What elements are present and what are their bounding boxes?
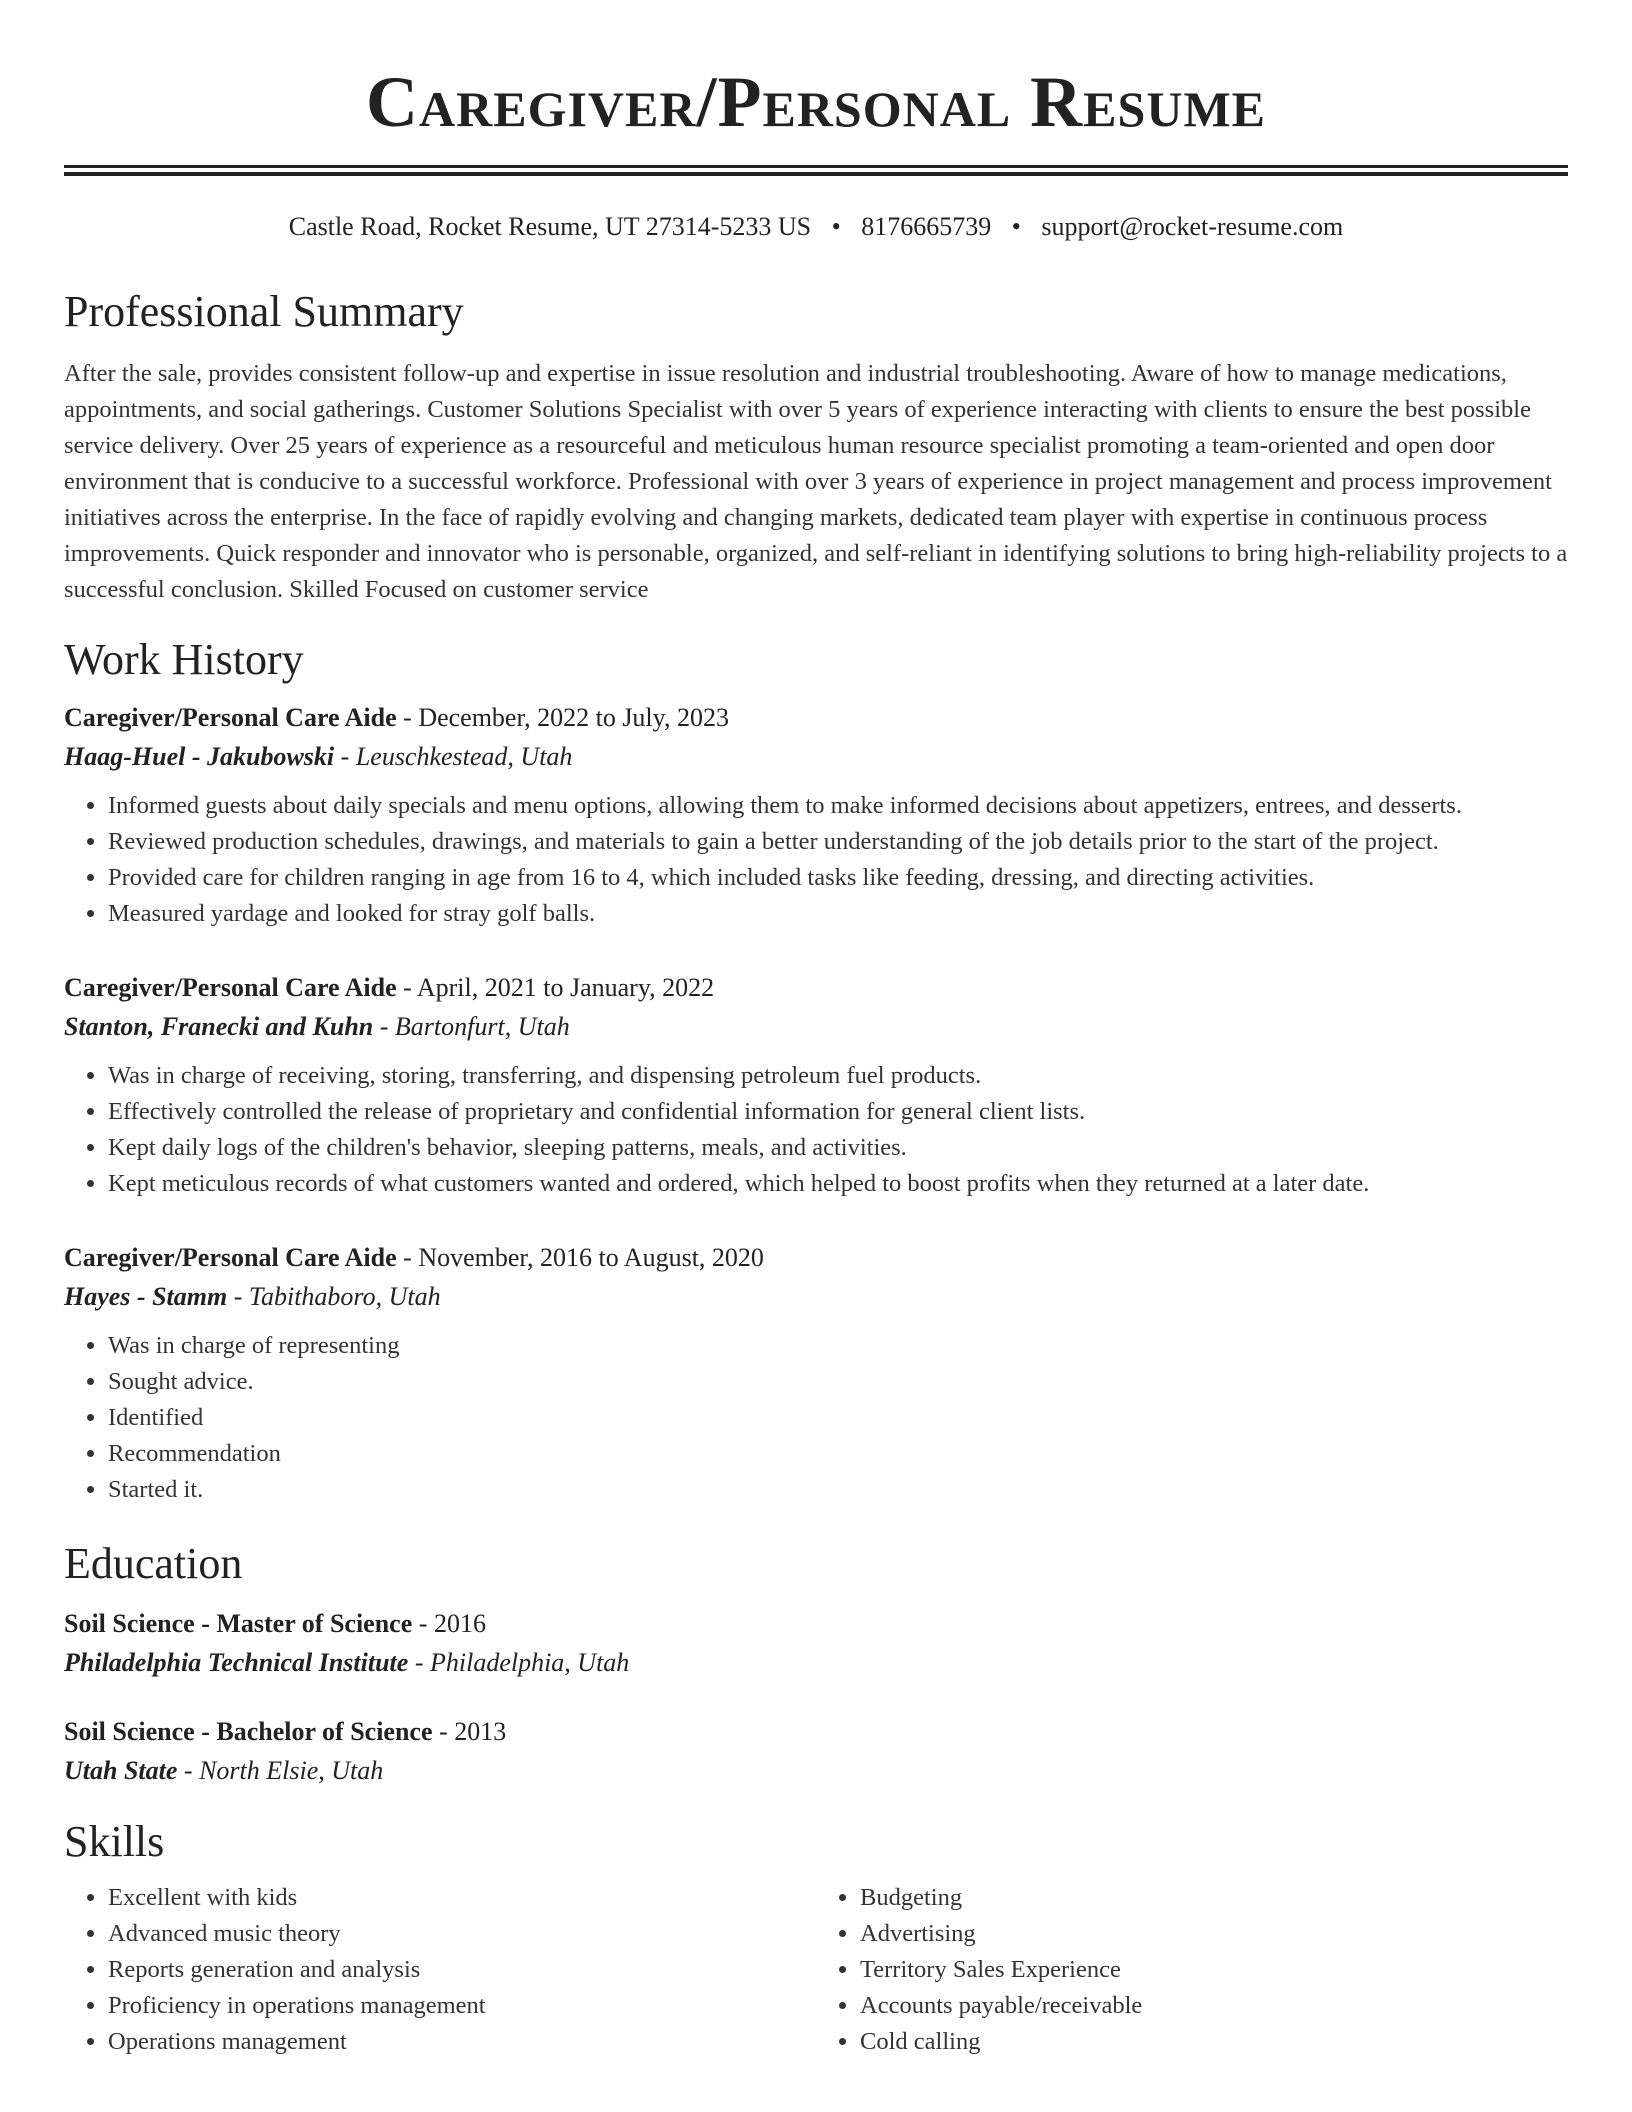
job-company: Hayes - Stamm — [64, 1282, 228, 1311]
job-company-line — [64, 1007, 1568, 1046]
job-title: Caregiver/Personal Care Aide — [64, 703, 397, 732]
skill-item: • Cold calling — [860, 2024, 1568, 2060]
job-company-line — [64, 1277, 1568, 1316]
job-entry — [64, 698, 1568, 932]
dash: - — [227, 1282, 249, 1311]
skill-item: • Accounts payable/receivable — [860, 1988, 1568, 2024]
dash: - — [396, 1243, 419, 1272]
skill-item: • Territory Sales Experience — [860, 1952, 1568, 1988]
job-bullet: • Was in charge of representing — [108, 1328, 1568, 1364]
resume-title: Caregiver/Personal Resume — [366, 62, 1266, 142]
school-line — [64, 1751, 1568, 1790]
job-bullets — [64, 1058, 1568, 1202]
dash: - — [396, 973, 417, 1002]
education-entry — [64, 1604, 1568, 1682]
job-dates: December, 2022 to July, 2023 — [418, 703, 729, 732]
job-bullet: • Provided care for children ranging in age from 16 to 4, which included tasks like feeding, dressing, and directing activities. — [108, 860, 1568, 896]
school: Philadelphia Technical Institute — [64, 1648, 409, 1677]
job-dates: November, 2016 to August, 2020 — [418, 1243, 764, 1272]
job-location: Tabithaboro, Utah — [248, 1282, 441, 1311]
dash: - — [334, 742, 356, 771]
skills-heading: Skills — [64, 1817, 165, 1866]
skills-column-left — [64, 1880, 816, 2060]
job-bullet: • Kept daily logs of the children's behavior, sleeping patterns, meals, and activities. — [108, 1130, 1568, 1166]
school-line — [64, 1643, 1568, 1682]
job-bullet: • Recommendation — [108, 1436, 1568, 1472]
dash: - — [177, 1756, 200, 1785]
dash: - — [412, 1609, 434, 1638]
education-heading: Education — [64, 1539, 243, 1588]
skills-list — [64, 1880, 1568, 2060]
job-bullet: • Measured yardage and looked for stray golf balls. — [108, 896, 1568, 932]
contact-separator: • — [1011, 212, 1021, 241]
contact-line — [64, 210, 1568, 244]
job-entry — [64, 968, 1568, 1202]
job-company: Haag-Huel - Jakubowski — [64, 742, 335, 771]
skill-item: • Advanced music theory — [108, 1916, 816, 1952]
job-company: Stanton, Franecki and Kuhn — [64, 1012, 374, 1041]
degree-year: 2016 — [433, 1609, 486, 1638]
job-title-line — [64, 698, 1568, 737]
degree-line — [64, 1604, 1568, 1643]
skill-item: • Advertising — [860, 1916, 1568, 1952]
school-location: North Elsie, Utah — [199, 1756, 384, 1785]
job-title-line — [64, 968, 1568, 1007]
job-dates: April, 2021 to January, 2022 — [416, 973, 715, 1002]
job-location: Bartonfurt, Utah — [394, 1012, 570, 1041]
job-bullet: • Was in charge of receiving, storing, transferring, and dispensing petroleum fuel products. — [108, 1058, 1568, 1094]
job-bullet: • Started it. — [108, 1472, 1568, 1508]
contact-phone: 8176665739 — [861, 212, 992, 241]
job-bullet: • Identified — [108, 1400, 1568, 1436]
job-title: Caregiver/Personal Care Aide — [64, 973, 397, 1002]
degree-line — [64, 1712, 1568, 1751]
job-bullet: • Sought advice. — [108, 1364, 1568, 1400]
job-location: Leuschkestead, Utah — [355, 742, 573, 771]
dash: - — [408, 1648, 430, 1677]
school-location: Philadelphia, Utah — [429, 1648, 630, 1677]
skill-item: • Reports generation and analysis — [108, 1952, 816, 1988]
contact-address: Castle Road, Rocket Resume, UT 27314-5233 US — [288, 212, 812, 241]
job-bullet: • Effectively controlled the release of proprietary and confidential information for general client lists. — [108, 1094, 1568, 1130]
job-bullet: • Informed guests about daily specials and menu options, allowing them to make informed decisions about appetizers, entrees, and desserts. — [108, 788, 1568, 824]
summary-text: After the sale, provides consistent follow-up and expertise in issue resolution and industrial troubleshooting. Aware of how to manage medications, appointments, and social gatherings. Customer Solutions Specialist with over 5 years of experience interacting with clients to ensure the best possible service delivery. Over 25 years of experience as a resourceful and meticulous human resource specialist promoting a team-oriented and open door environment that is conducive to a successful workforce. Professional with over 3 years of experience in project management and process improvement initiatives across the enterprise. In the face of rapidly evolving and changing markets, dedicated team player with expertise in continuous process improvements. Quick responder and innovator who is personable, organized, and self-reliant in identifying solutions to bring high-reliability projects to a successful conclusion. Skilled Focused on customer service — [64, 360, 1568, 603]
dash: - — [432, 1717, 455, 1746]
dash: - — [373, 1012, 395, 1041]
job-bullets — [64, 788, 1568, 932]
school: Utah State — [64, 1756, 178, 1785]
job-bullet: • Reviewed production schedules, drawings, and materials to gain a better understanding of the job details prior to the start of the project. — [108, 824, 1568, 860]
job-entry — [64, 1238, 1568, 1508]
skill-item: • Excellent with kids — [108, 1880, 816, 1916]
skill-item: • Operations management — [108, 2024, 816, 2060]
title-divider — [64, 165, 1568, 176]
job-title-line — [64, 1238, 1568, 1277]
job-company-line — [64, 737, 1568, 776]
degree: Soil Science - Bachelor of Science — [64, 1717, 433, 1746]
dash: - — [396, 703, 419, 732]
summary-heading: Professional Summary — [64, 287, 464, 336]
contact-separator: • — [831, 212, 841, 241]
job-bullets — [64, 1328, 1568, 1508]
contact-email: support@rocket-resume.com — [1041, 212, 1344, 241]
skills-column-right — [816, 1880, 1568, 2060]
job-bullet: • Kept meticulous records of what customers wanted and ordered, which helped to boost profits when they returned at a later date. — [108, 1166, 1568, 1202]
skill-item: • Budgeting — [860, 1880, 1568, 1916]
skill-item: • Proficiency in operations management — [108, 1988, 816, 2024]
job-title: Caregiver/Personal Care Aide — [64, 1243, 397, 1272]
education-entry — [64, 1712, 1568, 1790]
degree-year: 2013 — [454, 1717, 507, 1746]
degree: Soil Science - Master of Science — [64, 1609, 413, 1638]
work-history-heading: Work History — [64, 635, 304, 684]
